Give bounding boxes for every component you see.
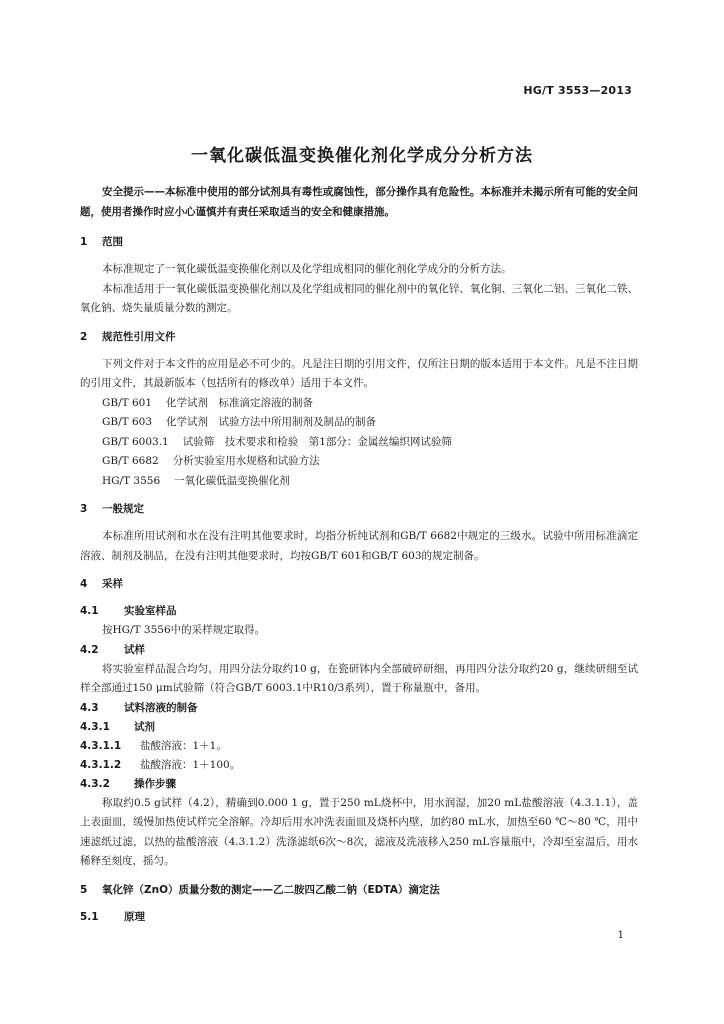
reference-code: GB/T 6003.1 bbox=[102, 435, 169, 448]
paragraph: 本标准所用试剂和水在没有注明其他要求时，均指分析纯试剂和GB/T 6682中规定的三级水。试验中所用标准滴定溶液、制剂及制品，在没有注明其他要求时，均按GB/T 601和GB/T 603的规定制备。 bbox=[80, 530, 638, 562]
subsection-number: 4.1 bbox=[80, 605, 99, 617]
clause-4-3-1-1 bbox=[80, 737, 638, 756]
reference-item bbox=[80, 413, 638, 433]
document-body bbox=[80, 182, 638, 927]
clause-text: 盐酸溶液：1＋1。 bbox=[140, 739, 227, 752]
document-title: 一氧化碳低温变换催化剂化学成分分析方法 bbox=[191, 146, 533, 166]
reference-item bbox=[80, 472, 638, 492]
reference-title: 化学试剂 标准滴定溶液的制备 bbox=[166, 396, 314, 409]
section-heading-4 bbox=[80, 574, 638, 594]
subsection-number: 4.3.2 bbox=[80, 777, 110, 790]
standard-code: HG/T 3553—2013 bbox=[523, 84, 632, 97]
subsection-number: 4.2 bbox=[80, 643, 99, 656]
section-heading-3 bbox=[80, 499, 638, 519]
reference-item bbox=[80, 394, 638, 414]
reference-title: 一氧化碳低温变换催化剂 bbox=[174, 474, 290, 487]
page-number: 1 bbox=[617, 930, 624, 941]
subsection-number: 4.3.1 bbox=[80, 720, 110, 733]
reference-code: HG/T 3556 bbox=[102, 474, 161, 487]
section-title: 规范性引用文件 bbox=[102, 330, 176, 343]
paragraph: 本标准适用于一氧化碳低温变换催化剂以及化学组成相同的催化剂中的氧化锌、氧化铜、三氧化二铝、三氧化二铁、氧化钠、烧失量质量分数的测定。 bbox=[80, 282, 638, 314]
reference-list bbox=[80, 394, 638, 492]
subsection-title: 试样 bbox=[124, 643, 145, 656]
clause-4-3-1-2 bbox=[80, 756, 638, 775]
reference-title: 分析实验室用水规格和试验方法 bbox=[172, 455, 320, 467]
reference-title: 试验筛 技术要求和检验 第1部分：金属丝编织网试验筛 bbox=[182, 435, 452, 448]
section-title: 氧化锌（ZnO）质量分数的测定——乙二胺四乙酸二钠（EDTA）滴定法 bbox=[102, 883, 440, 896]
section-number: 5 bbox=[80, 883, 88, 896]
section-title: 采样 bbox=[102, 578, 123, 590]
paragraph: 本标准规定了一氧化碳低温变换催化剂以及化学组成相同的催化剂化学成分的分析方法。 bbox=[102, 263, 512, 275]
subsection-heading-5-1 bbox=[80, 908, 638, 927]
reference-item bbox=[80, 452, 638, 472]
subsection-title: 试剂 bbox=[134, 720, 155, 733]
subsection-heading-4-1 bbox=[80, 602, 638, 621]
section-heading-2 bbox=[80, 327, 638, 347]
clause-text: 盐酸溶液：1＋100。 bbox=[140, 758, 241, 771]
paragraph: 将实验室样品混合均匀，用四分法分取约10 g，在瓷研钵内全部破碎研细，再用四分法分取约20 g，继续研细至试样全部通过150 μm试验筛（符合GB/T 6003.1中R10/3系列），置于称量瓶中，备用。 bbox=[80, 662, 638, 694]
paragraph: 称取约0.5 g试样（4.2），精确到0.000 1 g，置于250 mL烧杯中，用水润湿，加20 mL盐酸溶液（4.3.1.1），盖上表面皿，缓慢加热使试样完全溶解。冷却后用水冲洗表面皿及烧杯内壁，加约80 mL水，加热至60 ℃～80 ℃，用中速滤纸过滤，以热的盐酸溶液（4.3.1.2）洗涤滤纸6次～8次，滤液及洗液移入250 mL容量瓶中，冷却至室温后，用水稀释至刻度，摇匀。 bbox=[80, 796, 638, 867]
clause-number: 4.3.1.1 bbox=[80, 739, 122, 752]
subsection-heading-4-3-2 bbox=[80, 775, 638, 794]
subsection-title: 原理 bbox=[124, 910, 145, 923]
section-title: 一般规定 bbox=[102, 503, 144, 515]
section-number: 4 bbox=[80, 578, 88, 590]
subsection-number: 4.3 bbox=[80, 701, 99, 714]
reference-title: 化学试剂 试验方法中所用制剂及制品的制备 bbox=[166, 416, 377, 428]
safety-notice: 安全提示——本标准中使用的部分试剂具有毒性或腐蚀性，部分操作具有危险性。本标准并未揭示所有可能的安全问题，使用者操作时应小心谨慎并有责任采取适当的安全和健康措施。 bbox=[80, 186, 638, 218]
reference-code: GB/T 6682 bbox=[102, 455, 159, 467]
section-heading-5 bbox=[80, 880, 638, 900]
subsection-heading-4-3 bbox=[80, 699, 638, 718]
subsection-number: 5.1 bbox=[80, 910, 99, 923]
clause-number: 4.3.1.2 bbox=[80, 758, 122, 771]
paragraph: 按HG/T 3556中的采样规定取得。 bbox=[102, 624, 266, 636]
section-number: 2 bbox=[80, 330, 88, 343]
section-title: 范围 bbox=[102, 236, 123, 248]
subsection-title: 试料溶液的制备 bbox=[124, 701, 198, 714]
section-number: 3 bbox=[80, 503, 88, 515]
section-heading-1 bbox=[80, 232, 638, 252]
section-number: 1 bbox=[80, 236, 88, 248]
subsection-heading-4-2 bbox=[80, 641, 638, 660]
subsection-title: 操作步骤 bbox=[134, 777, 176, 790]
reference-code: GB/T 601 bbox=[102, 396, 153, 409]
subsection-title: 实验室样品 bbox=[124, 605, 177, 617]
reference-item bbox=[80, 433, 638, 453]
reference-code: GB/T 603 bbox=[102, 416, 153, 428]
paragraph: 下列文件对于本文件的应用是必不可少的。凡是注日期的引用文件，仅所注日期的版本适用于本文件。凡是不注日期的引用文件，其最新版本（包括所有的修改单）适用于本文件。 bbox=[80, 357, 638, 389]
subsection-heading-4-3-1 bbox=[80, 718, 638, 737]
